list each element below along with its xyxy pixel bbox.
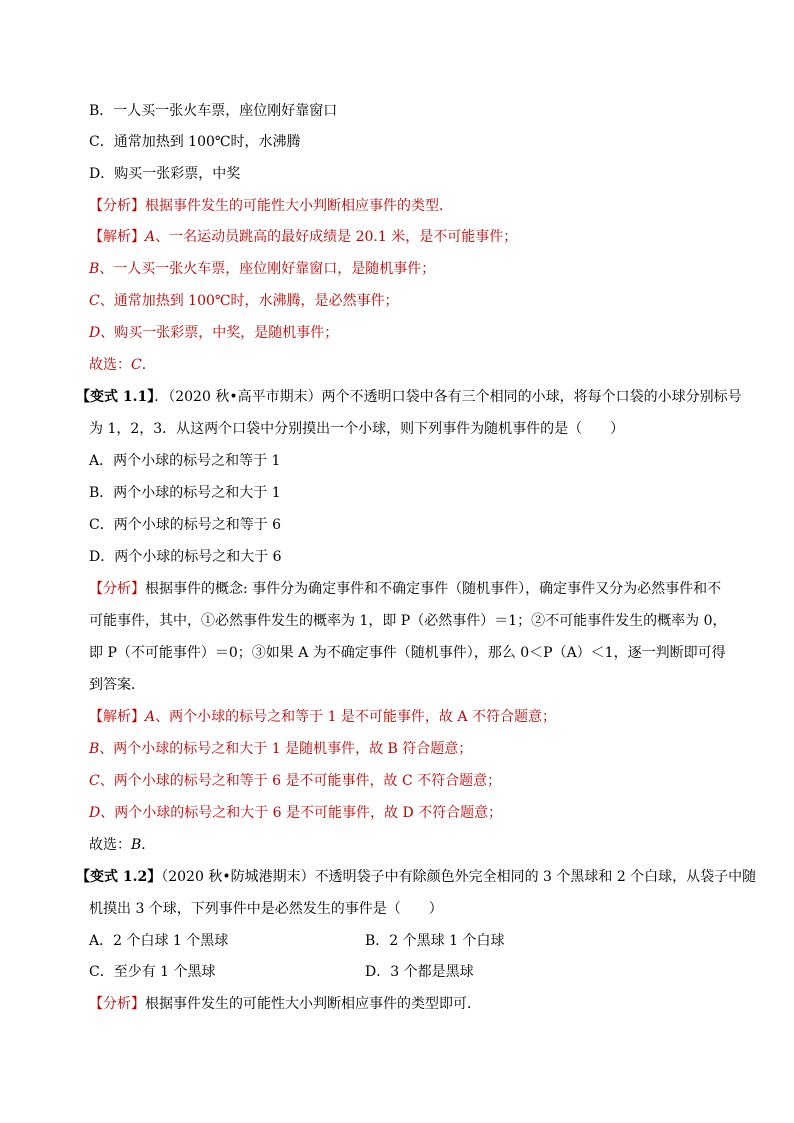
analysis-paragraph xyxy=(89,196,453,216)
option-d: D．3 个都是黑球 xyxy=(365,964,474,980)
solution-text: 、通常加热到 100℃时，水沸腾，是必然事件； xyxy=(99,293,399,309)
answer-suffix: ． xyxy=(141,357,156,373)
analysis-paragraph-line4: 到答案． xyxy=(89,677,145,693)
solution-letter: D xyxy=(89,325,101,341)
solution-line-b xyxy=(89,259,435,279)
solution-letter: A xyxy=(145,709,156,725)
solution-tag: 【解析】 xyxy=(89,709,145,725)
option-c: C．两个小球的标号之和等于 6 xyxy=(89,517,282,533)
solution-tag: 【解析】 xyxy=(89,229,145,245)
solution-text: 、一人买一张火车票，座位刚好靠窗口，是随机事件； xyxy=(99,261,436,277)
analysis-text: 根据事件发生的可能性大小判断相应事件的类型． xyxy=(145,198,453,214)
option-c: C．通常加热到 100℃时，水沸腾 xyxy=(89,134,301,150)
option-d: D．购买一张彩票，中奖 xyxy=(89,166,241,182)
solution-line-a xyxy=(89,227,517,247)
solution-letter: D xyxy=(89,805,101,821)
solution-letter: A xyxy=(145,229,156,245)
option-a: A．2 个白球 1 个黑球 xyxy=(89,933,229,949)
question-text: （2020 秋•防城港期末）不透明袋子中有除颜色外完全相同的 3 个黑球和 2 个白球，从袋子中随 xyxy=(161,869,757,885)
solution-line-c xyxy=(89,291,399,311)
option-d: D．两个小球的标号之和大于 6 xyxy=(89,549,282,565)
analysis-tag: 【分析】 xyxy=(89,581,145,597)
question-text: ．（2020 秋•高平市期末）两个不透明口袋中各有三个相同的小球，将每个口袋的小球分别标号 xyxy=(154,389,742,405)
solution-line-d xyxy=(89,323,338,343)
solution-text: 、两个小球的标号之和大于 1 是随机事件，故 B 符合题意； xyxy=(99,741,473,757)
variant-1-2-question-line2: 机摸出 3 个球，下列事件中是必然发生的事件是（ ） xyxy=(89,901,443,917)
solution-letter: C xyxy=(89,293,100,309)
analysis-text: 根据事件的概念: 事件分为确定事件和不确定事件（随机事件），确定事件又分为必然事件和不 xyxy=(145,581,722,597)
analysis-paragraph xyxy=(89,994,481,1014)
solution-letter: B xyxy=(89,261,100,277)
solution-line-b xyxy=(89,739,472,759)
option-b: B．2 个黑球 1 个白球 xyxy=(365,933,505,949)
analysis-tag: 【分析】 xyxy=(89,198,145,214)
analysis-tag: 【分析】 xyxy=(89,996,145,1012)
solution-text: 、一名运动员跳高的最好成绩是 20.1 米，是不可能事件； xyxy=(155,229,518,245)
answer-prefix: 故选： xyxy=(89,837,131,853)
analysis-paragraph-line2: 可能事件，其中，①必然事件发生的概率为 1，即 P（必然事件）＝1；②不可能事件发生的概率为 0， xyxy=(89,613,727,629)
solution-line-d xyxy=(89,803,502,823)
analysis-paragraph-line1 xyxy=(89,579,721,599)
solution-line-c xyxy=(89,771,501,791)
variant-1-1-question-line2: 为 1，2，3．从这两个口袋中分别摸出一个小球，则下列事件为随机事件的是（ ） xyxy=(89,421,625,437)
variant-1-2-question-line1 xyxy=(76,867,756,887)
solution-text: 、两个小球的标号之和等于 1 是不可能事件，故 A 不符合题意； xyxy=(155,709,556,725)
solution-text: 、购买一张彩票，中奖，是随机事件； xyxy=(100,325,339,341)
option-c: C．至少有 1 个黑球 xyxy=(89,964,216,980)
option-a: A．两个小球的标号之和等于 1 xyxy=(89,453,281,469)
option-b: B．一人买一张火车票，座位刚好靠窗口 xyxy=(89,103,338,119)
answer-letter: B xyxy=(131,837,142,853)
answer-line xyxy=(89,355,156,375)
option-b: B．两个小球的标号之和大于 1 xyxy=(89,485,281,501)
answer-prefix: 故选： xyxy=(89,357,131,373)
variant-tag: 【变式 1.1】 xyxy=(76,389,155,405)
variant-1-1-question-line1 xyxy=(76,387,742,407)
solution-letter: C xyxy=(89,773,100,789)
answer-line xyxy=(89,835,155,855)
variant-tag: 【变式 1.2】 xyxy=(76,869,162,885)
analysis-text: 根据事件发生的可能性大小判断相应事件的类型即可． xyxy=(145,996,481,1012)
solution-letter: B xyxy=(89,741,100,757)
answer-letter: C xyxy=(131,357,142,373)
answer-suffix: ． xyxy=(141,837,156,853)
analysis-paragraph-line3: 即 P（不可能事件）＝0；③如果 A 为不确定事件（随机事件），那么 0＜P（A）＜1，逐一判断即可得 xyxy=(89,645,726,661)
solution-text: 、两个小球的标号之和等于 6 是不可能事件，故 C 不符合题意； xyxy=(99,773,502,789)
solution-text: 、两个小球的标号之和大于 6 是不可能事件，故 D 不符合题意； xyxy=(100,805,503,821)
solution-line-a xyxy=(89,707,556,727)
